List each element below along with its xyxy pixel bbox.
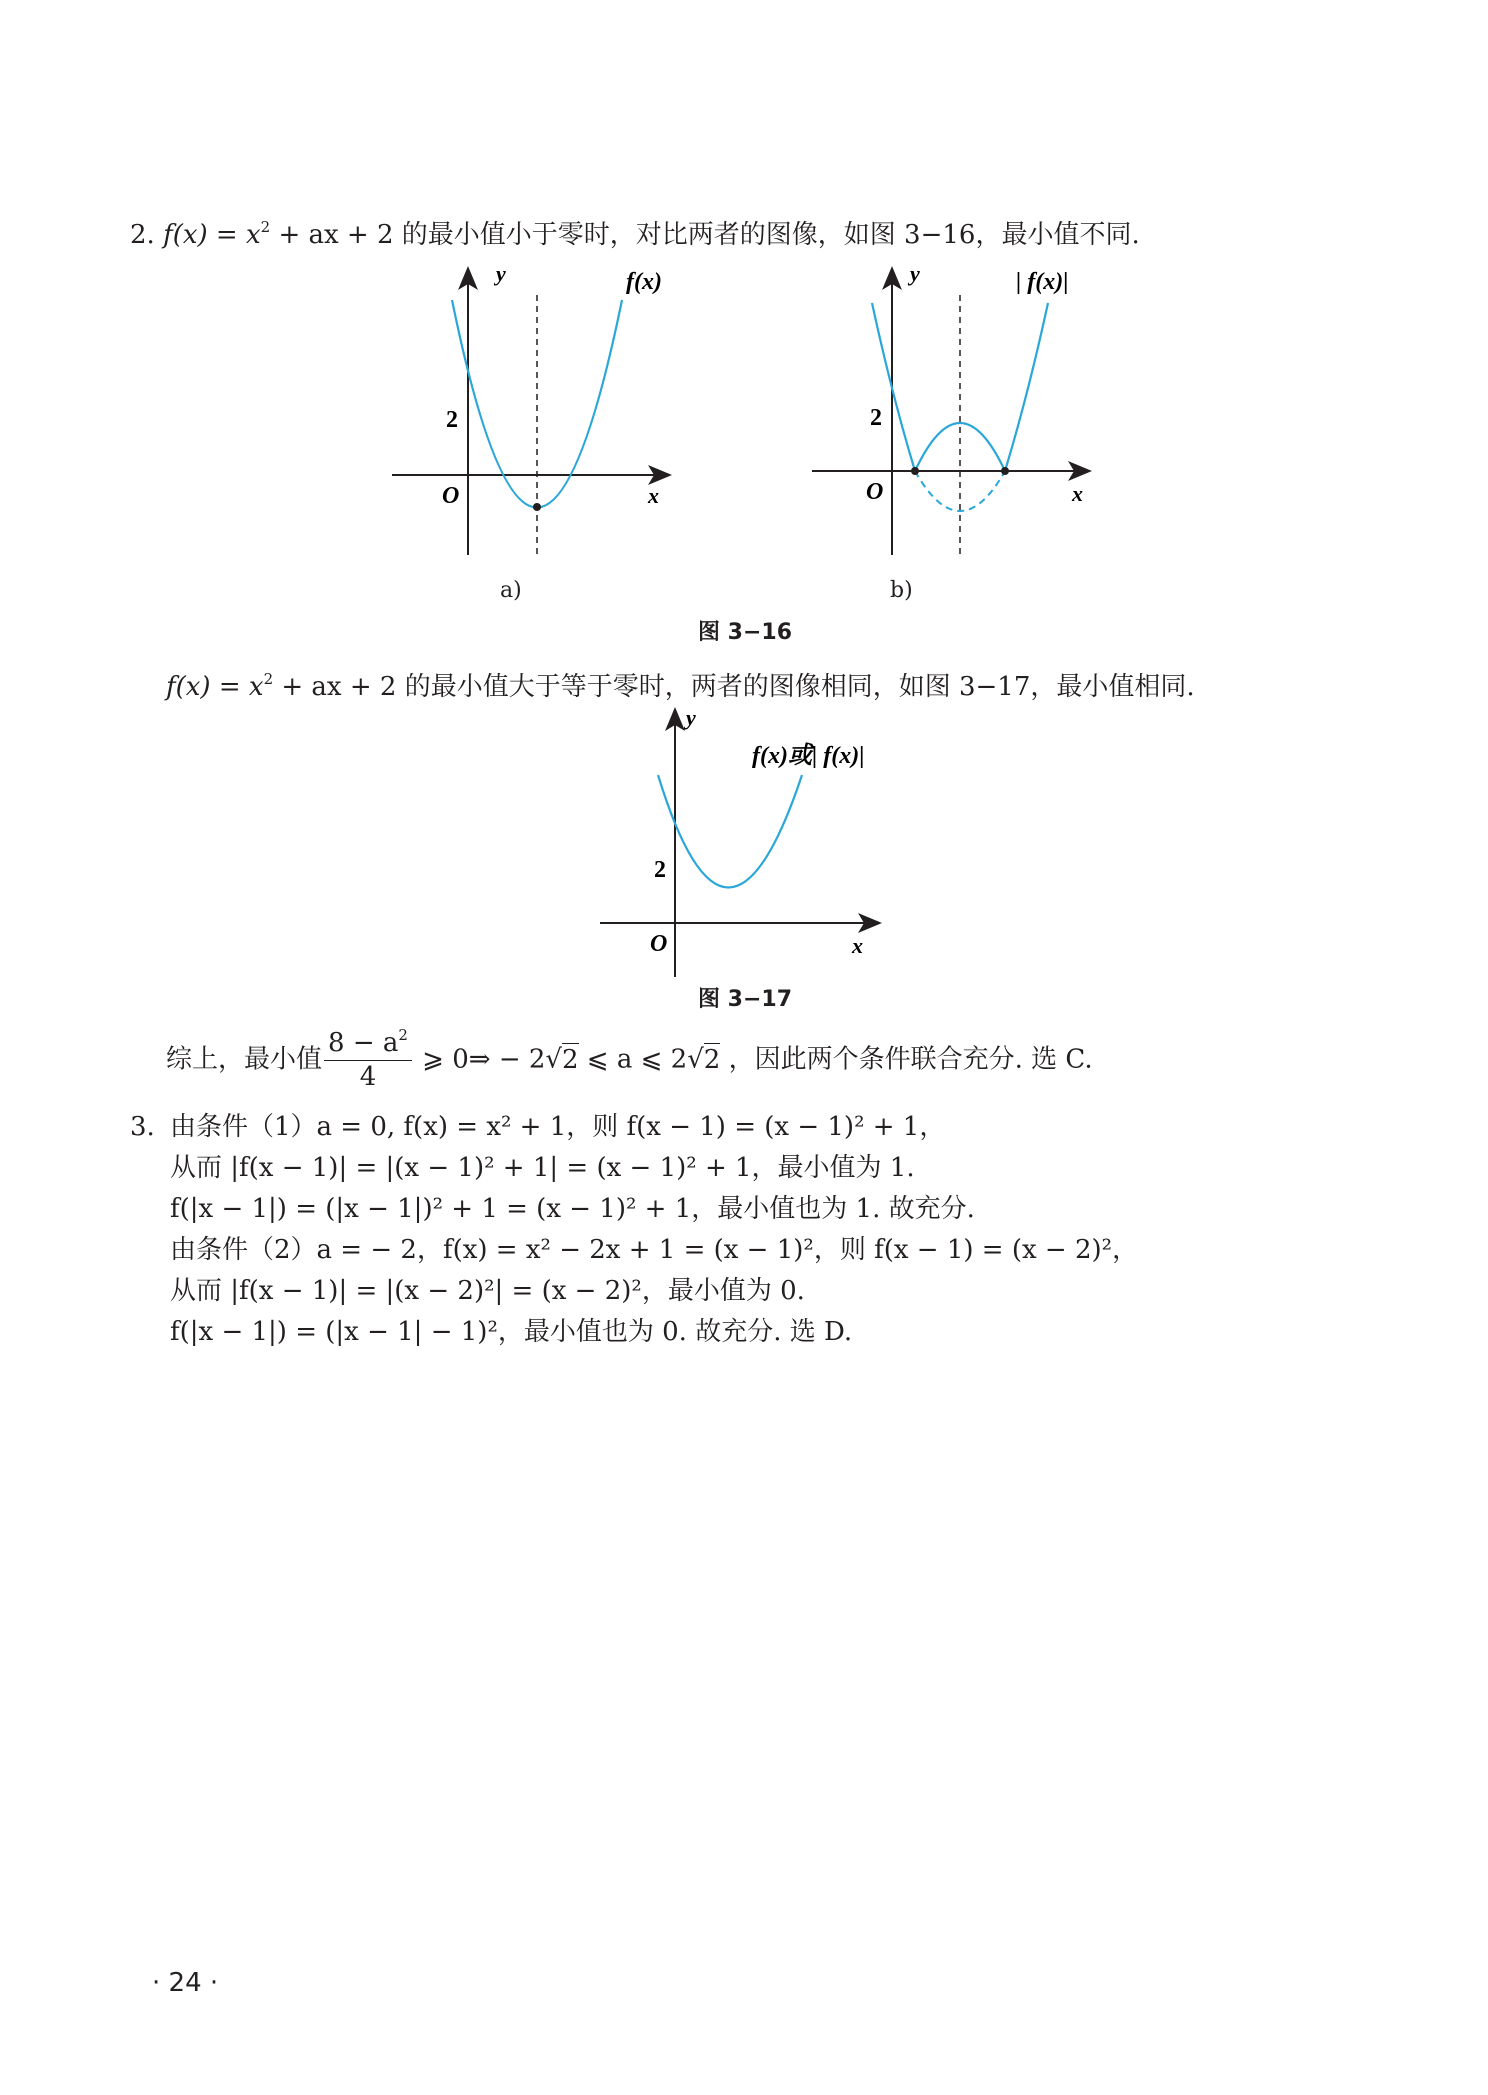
summary-mid1: ⩾ 0⇒ − 2√ <box>413 1044 562 1075</box>
item3-line-5: 从而 |f(x − 1)| = |(x − 2)²| = (x − 2)²，最小值为 0. <box>170 1276 805 1306</box>
item3-line-6: f(|x − 1|) = (|x − 1| − 1)²，最小值也为 0. 故充分. 选 D. <box>170 1317 853 1347</box>
origin-label: O <box>650 931 668 957</box>
para-ge-zero <box>166 670 1195 704</box>
origin-label: O <box>442 483 460 509</box>
figure-b-sublabel: b) <box>890 578 913 603</box>
figure-3-16a <box>380 255 680 575</box>
item2-lead: f(x) = x <box>163 220 261 250</box>
frac-denominator: 4 <box>359 1062 377 1092</box>
x-axis-label: x <box>852 933 863 958</box>
abs-curve-left <box>872 303 915 471</box>
tick-2-label: 2 <box>654 857 666 883</box>
x-axis-label: x <box>1072 481 1083 506</box>
abs-curve-right <box>1005 303 1048 471</box>
func-label: | f(x)| <box>1016 269 1069 295</box>
figure-3-16-caption: 图 3−16 <box>698 620 793 645</box>
root-point-right <box>1001 467 1009 475</box>
func-label: f(x)或| f(x)| <box>752 743 865 769</box>
page-number: · 24 · <box>152 1968 219 1998</box>
item3-line-3: f(|x − 1|) = (|x − 1|)² + 1 = (x − 1)² + 1，最小值也为 1. 故充分. <box>170 1194 975 1224</box>
figure-a-sublabel: a) <box>500 578 522 603</box>
summary-lead: 综上，最小值 <box>166 1044 323 1075</box>
item3-line-4: 由条件（2）a = − 2，f(x) = x² − 2x + 1 = (x − 1)²，则 f(x − 1) = (x − 2)²， <box>170 1235 1139 1265</box>
item3-line-2: 从而 |f(x − 1)| = |(x − 1)² + 1| = (x − 1)² + 1，最小值为 1. <box>170 1153 915 1183</box>
root-point-left <box>911 467 919 475</box>
x-axis-label: x <box>648 483 659 508</box>
item2-rest: + ax + 2 的最小值小于零时，对比两者的图像，如图 3−16，最小值不同. <box>270 220 1140 250</box>
radicand-2: 2 <box>703 1044 721 1075</box>
summary-mid2: ⩽ a ⩽ 2√ <box>578 1044 704 1075</box>
item2-line <box>130 218 1140 252</box>
para-ge-rest: + ax + 2 的最小值大于等于零时，两者的图像相同，如图 3−17，最小值相同. <box>273 672 1195 702</box>
vertex-point <box>533 503 541 511</box>
para-ge-lead: f(x) = x <box>166 672 264 702</box>
func-label: f(x) <box>626 269 662 295</box>
frac-numerator: 8 − a <box>328 1028 399 1058</box>
radicand-1: 2 <box>562 1044 579 1075</box>
figure-3-17-caption: 图 3−17 <box>698 987 793 1012</box>
summary-line <box>166 1028 1093 1093</box>
y-axis-label: y <box>496 261 506 286</box>
tick-2-label: 2 <box>446 407 458 433</box>
summary-tail: ，因此两个条件联合充分. 选 C. <box>720 1044 1093 1075</box>
item2-number: 2. <box>130 220 155 250</box>
origin-label: O <box>866 479 884 505</box>
figure-3-17 <box>590 705 900 985</box>
item2-sup: 2 <box>260 218 271 236</box>
item3-number: 3. <box>130 1112 155 1142</box>
min-value-fraction <box>324 1028 412 1093</box>
frac-num-sup: 2 <box>398 1026 408 1044</box>
para-ge-sup: 2 <box>263 670 274 688</box>
item3-line-1: 由条件（1）a = 0, f(x) = x² + 1，则 f(x − 1) = (x − 1)² + 1， <box>170 1112 946 1142</box>
figure-3-16b <box>800 255 1100 575</box>
parabola-curve <box>658 775 802 888</box>
y-axis-label: y <box>910 261 920 286</box>
tick-2-label: 2 <box>870 405 882 431</box>
y-axis-label: y <box>686 705 696 730</box>
